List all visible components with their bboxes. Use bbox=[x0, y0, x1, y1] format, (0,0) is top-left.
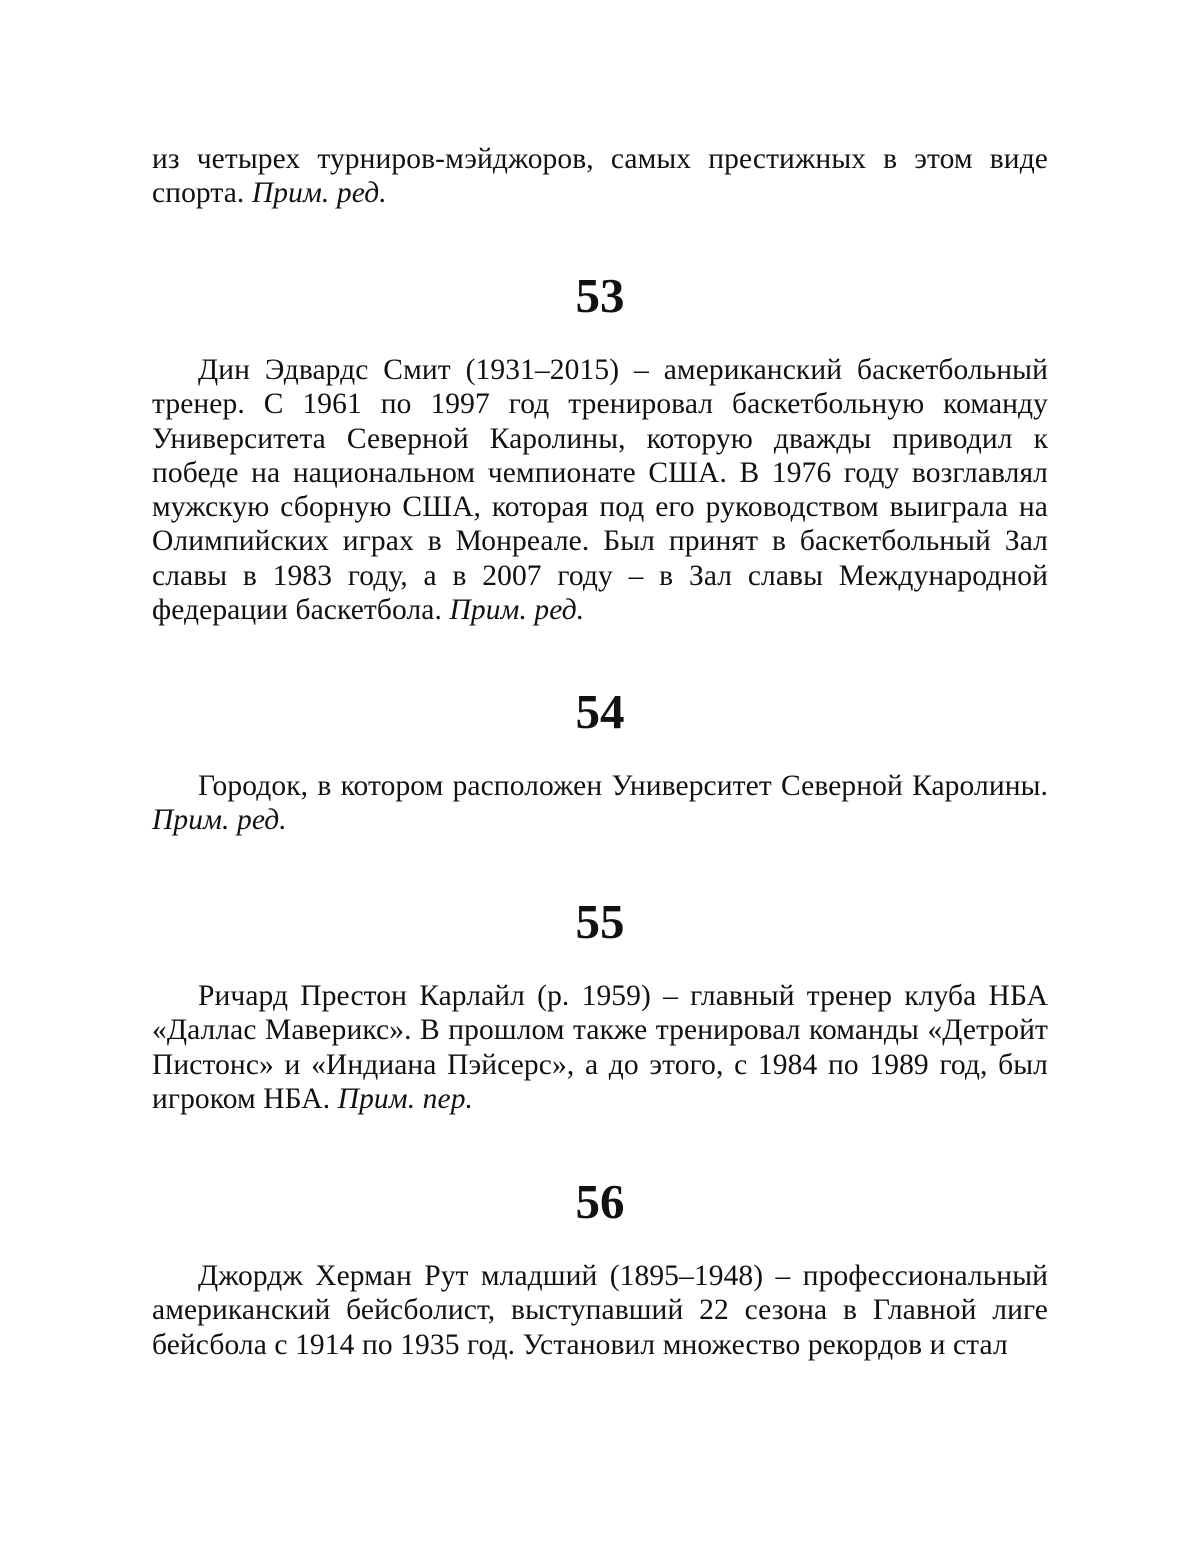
footnote-text: Дин Эдвардс Смит (1931–2015) – американский баскетбольный тренер. С 1961 по 1997 год тренировал баскетбольную команду Университета Северной Каролины, которую дважды приводил к победе на национальном чемпионате США. В 1976 году возглавлял мужскую сборную США, которая под его руководством выиграла на Олимпийских играх в Монреале. Был принят в баскетбольный Зал славы в 1983 году, а в 2007 году – в Зал славы Международной федерации баскетбола. bbox=[152, 354, 1048, 627]
footnote-54 bbox=[152, 769, 1048, 838]
editor-note: Прим. ред. bbox=[152, 804, 287, 837]
footnote-53 bbox=[152, 353, 1048, 627]
footnote-number-55: 55 bbox=[575, 894, 625, 949]
editor-note: Прим. ред. bbox=[251, 177, 387, 210]
footnote-continuation bbox=[152, 142, 1048, 211]
footnote-number-54: 54 bbox=[575, 684, 625, 739]
footnote-56 bbox=[152, 1259, 1048, 1362]
footnote-text: Городок, в котором расположен Университет Северной Каролины. bbox=[198, 770, 1048, 802]
footnote-number-56: 56 bbox=[575, 1174, 625, 1229]
footnote-number-53: 53 bbox=[575, 268, 625, 323]
footnote-text: из четырех турниров-мэйджоров, самых престижных в этом виде спорта. bbox=[152, 143, 1048, 210]
editor-note: Прим. пер. bbox=[337, 1082, 474, 1115]
footnote-text: Ричард Престон Карлайл (р. 1959) – главный тренер клуба НБА «Даллас Маверикс». В прошлом также тренировал команды «Детройт Пистонс» и «Индиана Пэйсерс», а до этого, с 1984 по 1989 год, был игроком НБА. bbox=[152, 980, 1048, 1115]
footnote-text: Джордж Херман Рут младший (1895–1948) – профессиональный американский бейсболист, выступавший 22 сезона в Главной лиге бейсбола с 1914 по 1935 год. Установил множество рекордов и стал bbox=[152, 1260, 1048, 1361]
footnote-55 bbox=[152, 979, 1048, 1116]
editor-note: Прим. ред. bbox=[449, 594, 585, 627]
